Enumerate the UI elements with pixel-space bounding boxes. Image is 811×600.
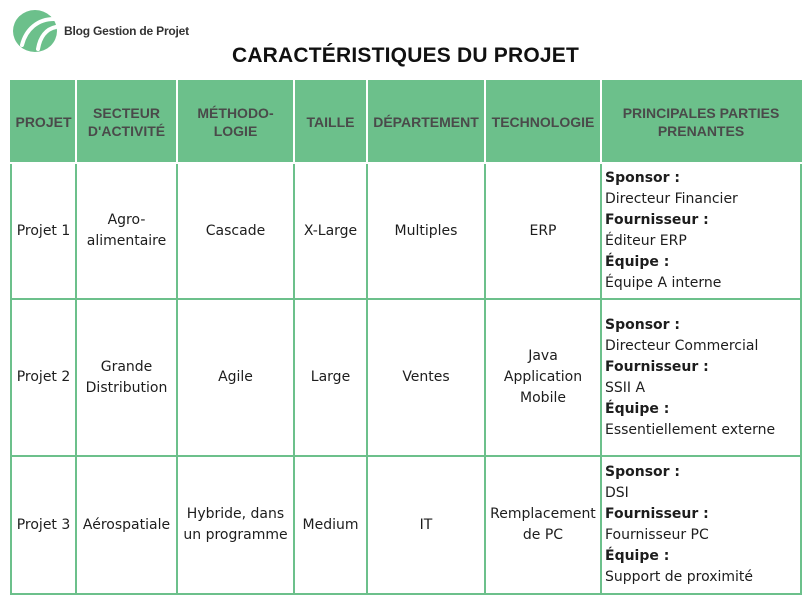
- cell-taille: Medium: [294, 456, 367, 594]
- fournisseur-label: Fournisseur :: [605, 358, 709, 375]
- cell-taille: Large: [294, 299, 367, 456]
- header-technologie: TECHNOLOGIE: [485, 81, 601, 163]
- cell-secteur: Agro-alimentaire: [76, 163, 177, 299]
- cell-departement: IT: [367, 456, 485, 594]
- cell-parties-prenantes: [601, 456, 801, 594]
- cell-projet: Projet 3: [11, 456, 76, 594]
- header-taille: TAILLE: [294, 81, 367, 163]
- cell-departement: Multiples: [367, 163, 485, 299]
- equipe-label: Équipe :: [605, 254, 670, 270]
- cell-taille: X-Large: [294, 163, 367, 299]
- equipe-value: Équipe A interne: [605, 275, 722, 291]
- equipe-label: Équipe :: [605, 400, 670, 417]
- fournisseur-label: Fournisseur :: [605, 506, 709, 522]
- project-characteristics-table: [10, 80, 802, 595]
- sponsor-value: Directeur Financier: [605, 191, 738, 207]
- header-projet: PROJET: [11, 81, 76, 163]
- cell-methodologie: Agile: [177, 299, 294, 456]
- equipe-label: Équipe :: [605, 548, 670, 564]
- sponsor-label: Sponsor :: [605, 170, 681, 186]
- cell-technologie: ERP: [485, 163, 601, 299]
- fournisseur-value: Fournisseur PC: [605, 527, 709, 543]
- header-methodologie: MÉTHODO-LOGIE: [177, 81, 294, 163]
- cell-technologie: Remplacement de PC: [485, 456, 601, 594]
- sponsor-value: Directeur Commercial: [605, 337, 759, 354]
- cell-projet: Projet 1: [11, 163, 76, 299]
- table-row: [11, 163, 801, 299]
- sponsor-label: Sponsor :: [605, 464, 681, 480]
- fournisseur-label: Fournisseur :: [605, 212, 709, 228]
- cell-parties-prenantes: [601, 299, 801, 456]
- table-row: [11, 456, 801, 594]
- cell-methodologie: Hybride, dans un programme: [177, 456, 294, 594]
- blog-name: Blog Gestion de Projet: [64, 24, 189, 38]
- cell-projet: Projet 2: [11, 299, 76, 456]
- sponsor-label: Sponsor :: [605, 316, 681, 333]
- equipe-value: Essentiellement externe: [605, 421, 776, 438]
- fournisseur-value: Éditeur ERP: [605, 233, 687, 249]
- sponsor-value: DSI: [605, 485, 629, 501]
- header-secteur: SECTEUR D'ACTIVITÉ: [76, 81, 177, 163]
- header-parties-prenantes: PRINCIPALES PARTIES PRENANTES: [601, 81, 801, 163]
- cell-technologie: Java Application Mobile: [485, 299, 601, 456]
- fournisseur-value: SSII A: [605, 379, 646, 396]
- header-departement: DÉPARTEMENT: [367, 81, 485, 163]
- equipe-value: Support de proximité: [605, 569, 754, 585]
- table-row: [11, 299, 801, 456]
- cell-methodologie: Cascade: [177, 163, 294, 299]
- cell-departement: Ventes: [367, 299, 485, 456]
- cell-secteur: Aérospatiale: [76, 456, 177, 594]
- page-title: CARACTÉRISTIQUES DU PROJET: [231, 44, 580, 67]
- table-header-row: [11, 81, 801, 163]
- cell-secteur: Grande Distribution: [76, 299, 177, 456]
- cell-parties-prenantes: [601, 163, 801, 299]
